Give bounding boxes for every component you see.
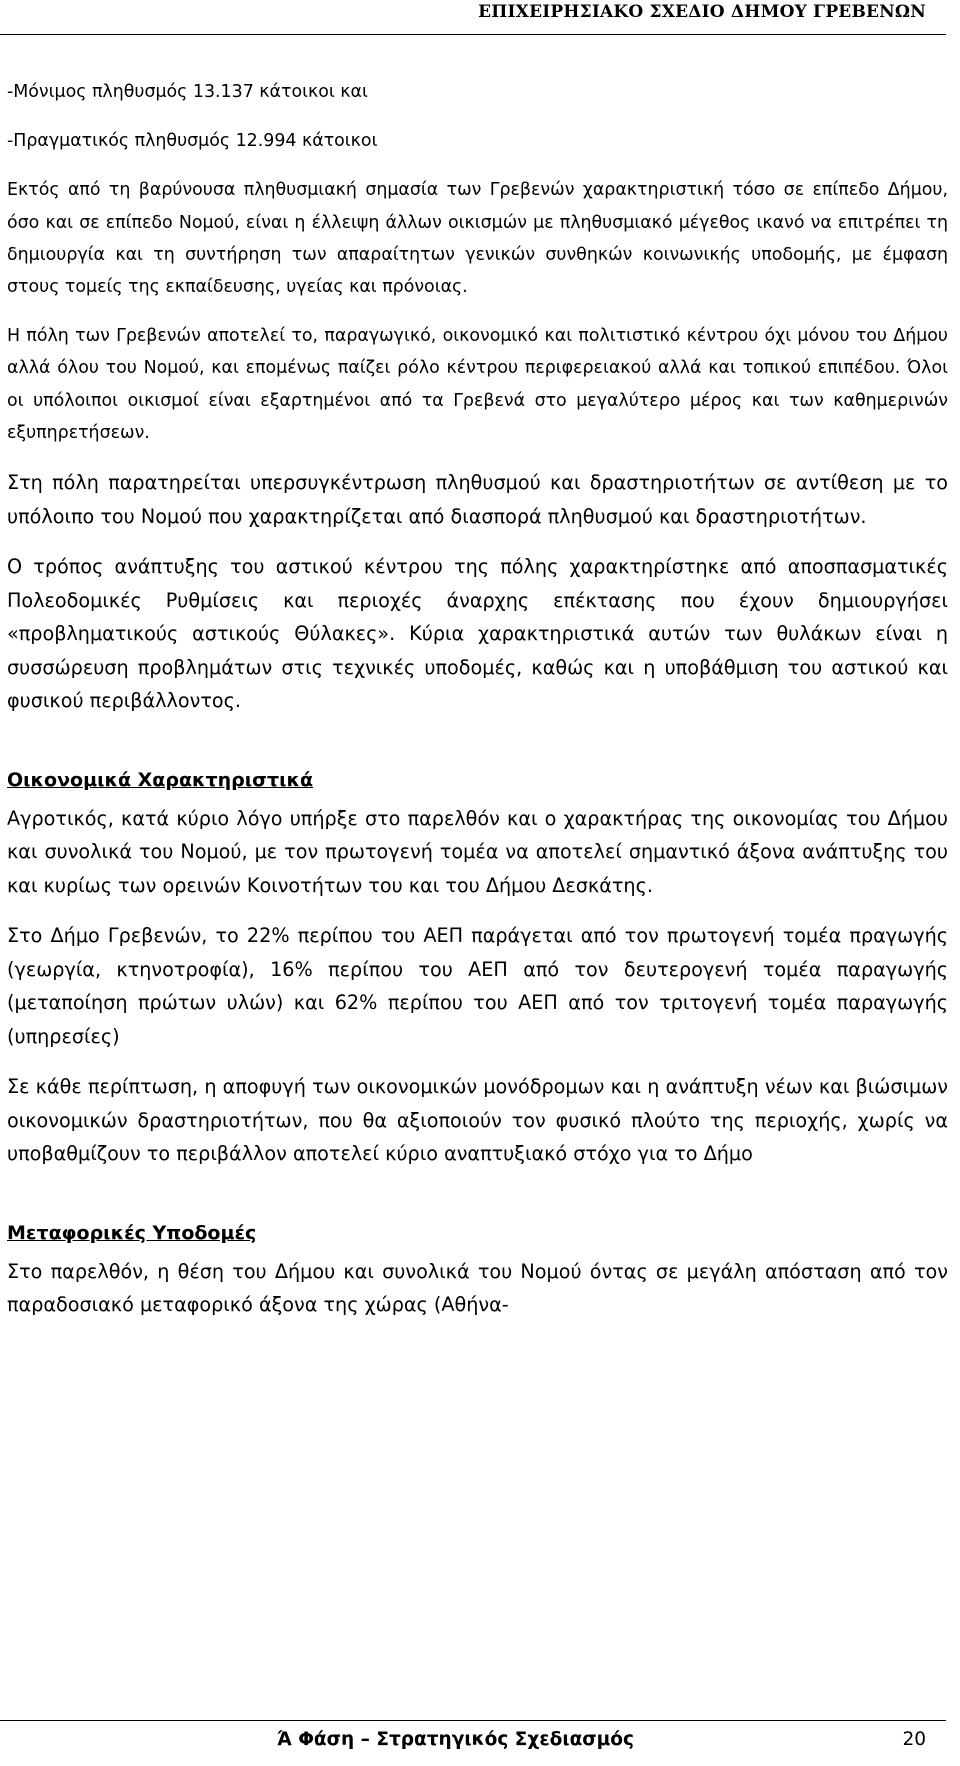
paragraph-actual-population: -Πραγματικός πληθυσμός 12.994 κάτοικοι bbox=[7, 131, 378, 152]
paragraph-permanent-population: -Μόνιμος πληθυσμός 13.137 κάτοικοι και bbox=[7, 82, 368, 102]
document-footer: Ά Φάση – Στρατηγικός Σχεδιασμός bbox=[277, 1729, 634, 1750]
footer-divider bbox=[0, 1720, 946, 1721]
paragraph-agricultural: Αγροτικός, κατά κύριο λόγο υπήρξε στο παρελθόν και ο χαρακτήρας της οικονομίας του Δήμου και συνολικά του Νομού, με τον πρωτογενή τομέα να αποτελεί σημαντικό άξονα ανάπτυξης του και κυρίως των ορεινών Κοινοτήτων του και του Δήμου Δεσκάτης. bbox=[7, 806, 948, 897]
document-header: ΕΠΙΧΕΙΡΗΣΙΑΚΟ ΣΧΕΔΙΟ ΔΗΜΟΥ ΓΡΕΒΕΝΩΝ bbox=[478, 2, 926, 22]
document-body bbox=[7, 76, 948, 1322]
page-number: 20 bbox=[902, 1729, 926, 1750]
paragraph-urban-development: Ο τρόπος ανάπτυξης του αστικού κέντρου της πόλης χαρακτηρίστηκε από αποσπασματικές Πολεοδομικές Ρυθμίσεις και περιοχές άναρχης επέκτασης που έχουν δημιουργήσει «προβληματικούς αστικούς Θύλακες». Κύρια χαρακτηριστικά αυτών των θυλάκων είναι η συσσώρευση προβλημάτων στις τεχνικές υποδομές, καθώς και η υποβάθμιση του αστικού και φυσικού περιβάλλοντος. bbox=[7, 555, 948, 713]
section-title-transport: Μεταφορικές Υποδομές bbox=[7, 1221, 257, 1244]
section-title-economic: Οικονομικά Χαρακτηριστικά bbox=[7, 768, 314, 791]
paragraph-population-significance: Εκτός από τη βαρύνουσα πληθυσμιακή σημασία των Γρεβενών χαρακτηριστική τόσο σε επίπεδο Δήμου, όσο και σε επίπεδο Νομού, είναι η έλλειψη άλλων οικισμών με πληθυσμιακό μέγεθος ικανό να επιτρέπει τη δημιουργία και τη συντήρηση των απαραίτητων γενικών συνθηκών κοινωνικής υποδομής, με έμφαση στους τομείς της εκπαίδευσης, υγείας και πρόνοιας. bbox=[7, 180, 948, 298]
paragraph-gdp-sectors: Στο Δήμο Γρεβενών, το 22% περίπου του ΑΕΠ παράγεται από τον πρωτογενή τομέα πραγωγής (γεωργία, κτηνοτροφία), 16% περίπου του ΑΕΠ από τον δευτερογενή τομέα παραγωγής (μεταποίηση πρώτων υλών) και 62% περίπου του ΑΕΠ από τον τριτογενή τομέα παραγωγής (υπηρεσίες) bbox=[7, 924, 948, 1048]
paragraph-development-goal: Σε κάθε περίπτωση, η αποφυγή των οικονομικών μονόδρομων και η ανάπτυξη νέων και βιώσιμων οικονομικών δραστηριοτήτων, που θα αξιοποιούν τον φυσικό πλούτο της περιοχής, χωρίς να υποβαθμίζουν το περιβάλλον αποτελεί κύριο αναπτυξιακό στόχο για το Δήμο bbox=[7, 1075, 948, 1166]
paragraph-transport: Στο παρελθόν, η θέση του Δήμου και συνολικά του Νομού όντας σε μεγάλη απόσταση από τον παραδοσιακό μεταφορικό άξονα της χώρας (Αθήνα- bbox=[7, 1259, 948, 1317]
paragraph-city-role: Η πόλη των Γρεβενών αποτελεί το, παραγωγικό, οικονομικό και πολιτιστικό κέντρου όχι μόνου του Δήμου αλλά όλου του Νομού, και επομένως παίζει ρόλο κέντρου περιφερειακού αλλά και τοπικού επιπέδου. Όλοι οι υπόλοιποι οικισμοί είναι εξαρτημένοι από τα Γρεβενά στο μεγαλύτερο μέρος και των καθημερινών εξυπηρετήσεων. bbox=[7, 326, 948, 443]
header-divider bbox=[0, 34, 946, 35]
paragraph-concentration: Στη πόλη παρατηρείται υπερσυγκέντρωση πληθυσμού και δραστηριοτήτων σε αντίθεση με το υπόλοιπο του Νομού που χαρακτηρίζεται από διασπορά πληθυσμού και δραστηριοτήτων. bbox=[7, 471, 948, 528]
